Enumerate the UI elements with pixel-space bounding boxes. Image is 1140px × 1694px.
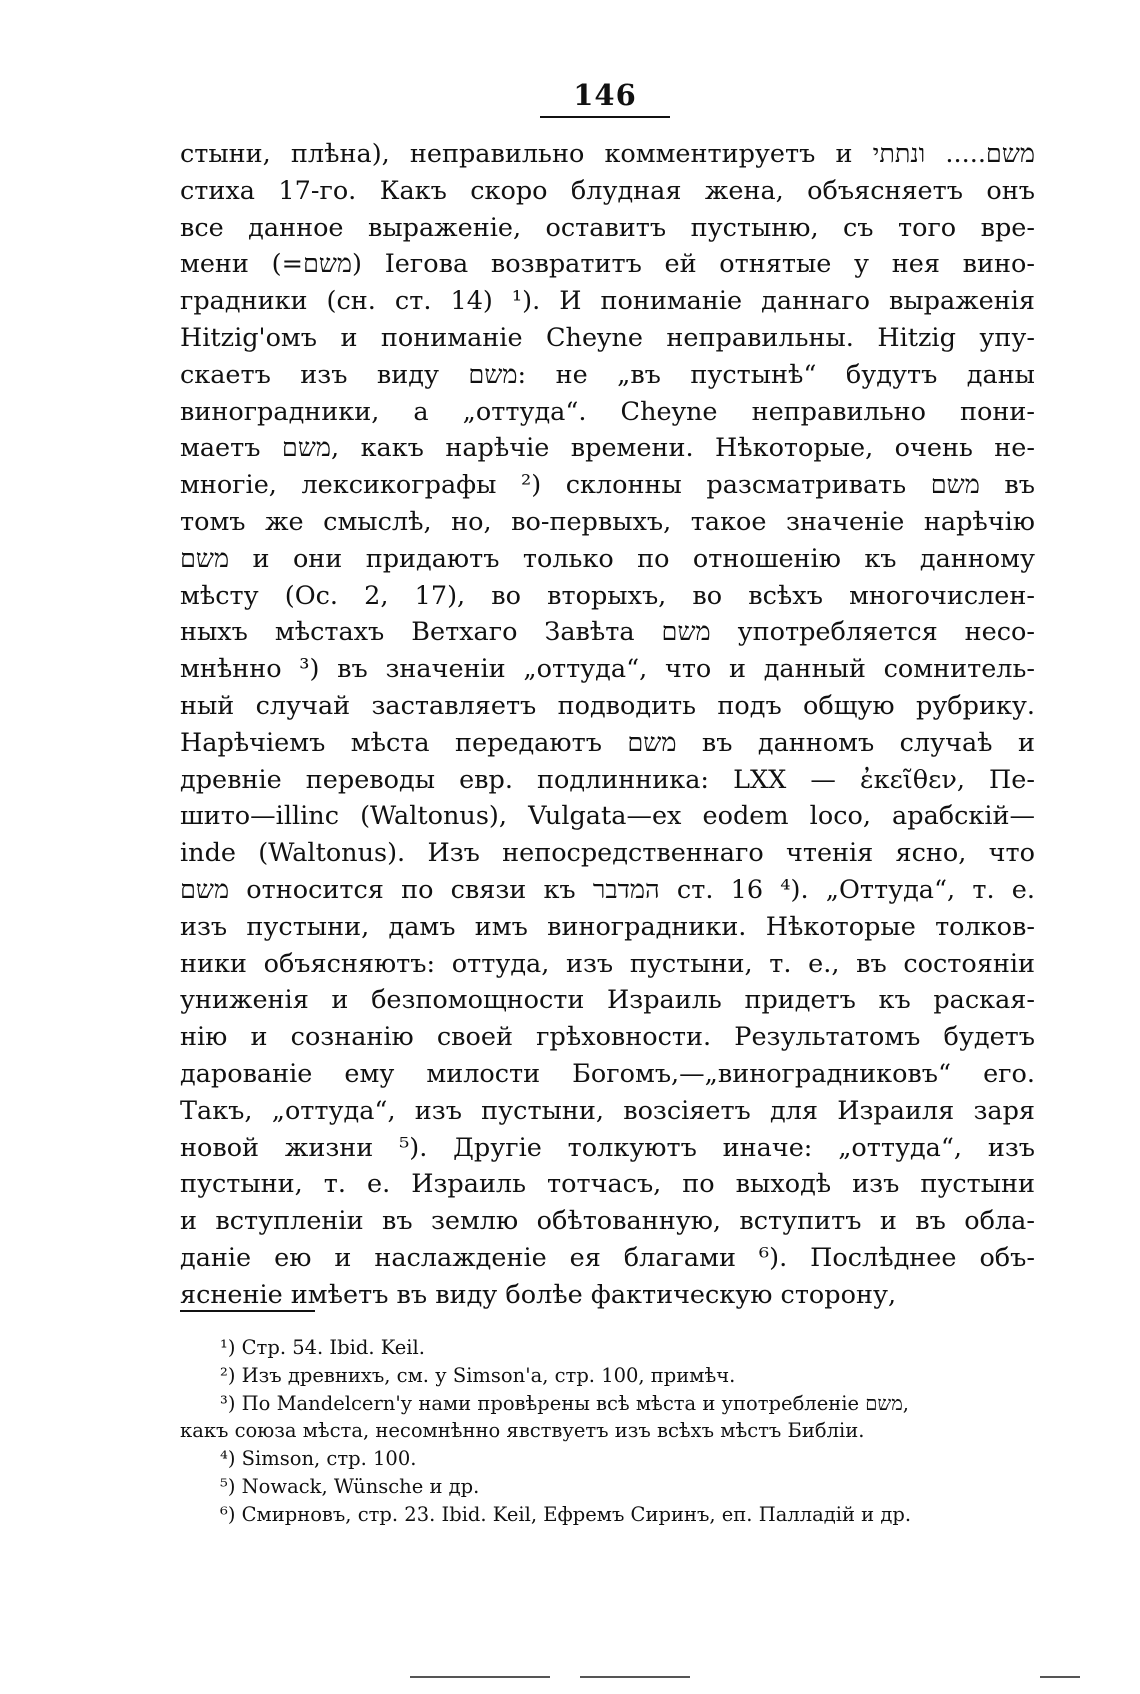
- text-line: новой жизни ⁵). Другіе толкуютъ иначе: „оттуда“, изъ: [180, 1132, 1035, 1163]
- page-number: 146: [573, 78, 637, 112]
- footnote-1: ¹) Стр. 54. Ibid. Keil.: [220, 1336, 425, 1359]
- page-number-underline: [540, 116, 670, 118]
- text-line: и вступленіи въ землю обѣтованную, вступитъ и въ обла-: [180, 1206, 1035, 1237]
- page-bottom-edge-marks: [0, 1676, 1140, 1680]
- body-text: [180, 136, 1035, 1314]
- text-line: משם относится по связи къ המדבר ст. 16 ⁴). „Оттуда“, т. е.: [180, 874, 1035, 905]
- text-line: градники (сн. ст. 14) ¹). И пониманіе даннаго выраженія: [180, 286, 1035, 317]
- text-line: даніе ею и наслажденіе ея благами ⁶). Послѣднее объ-: [180, 1242, 1035, 1273]
- footnote-5: ⁵) Nowack, Wünsche и др.: [220, 1474, 480, 1498]
- text-line: Нарѣчіемъ мѣста передаютъ משם въ данномъ случаѣ и: [180, 727, 1035, 758]
- text-line: пустыни, т. е. Израиль тотчасъ, по выходѣ изъ пустыни: [180, 1169, 1035, 1200]
- text-line: ныхъ мѣстахъ Ветхаго Завѣта משם употребляется несо-: [180, 617, 1035, 648]
- text-line: мени (=משם) Іегова возвратитъ ей отнятые у нея вино-: [180, 249, 1035, 280]
- footnote-6: ⁶) Смирновъ, стр. 23. Ibid. Keil, Ефремъ Сиринъ, еп. Палладій и др.: [220, 1502, 912, 1526]
- edge-mark: [1040, 1676, 1080, 1678]
- footnote-separator: [180, 1310, 315, 1312]
- edge-mark: [580, 1676, 690, 1678]
- text-line: униженія и безпомощности Израиль придетъ къ раская-: [180, 985, 1035, 1016]
- edge-mark: [410, 1676, 550, 1678]
- text-line: томъ же смыслѣ, но, во-первыхъ, такое значеніе нарѣчію: [180, 506, 1035, 537]
- text-line: все данное выраженіе, оставитъ пустыню, съ того вре-: [180, 212, 1035, 243]
- text-line: скаетъ изъ виду משם: не „въ пустынѣ“ будутъ даны: [180, 359, 1035, 390]
- footnote-2: ²) Изъ древнихъ, см. у Simson'а, стр. 100, примѣч.: [220, 1363, 736, 1387]
- footnote-4: ⁴) Simson, стр. 100.: [220, 1447, 417, 1471]
- text-line: дарованіе ему милости Богомъ,—„виноградниковъ“ его.: [180, 1058, 1035, 1089]
- text-line: ный случай заставляетъ подводить подъ общую рубрику.: [180, 690, 1035, 721]
- text-line: древніе переводы евр. подлинника: LXX — ἐκεῖθεν, Пе-: [180, 764, 1035, 795]
- text-line: ясненіе имѣетъ въ виду болѣе фактическую сторону,: [180, 1279, 897, 1310]
- footnote-3-continuation: какъ союза мѣста, несомнѣнно явствуетъ изъ всѣхъ мѣстъ Библіи.: [180, 1419, 865, 1443]
- text-line: маетъ משם, какъ нарѣчіе времени. Нѣкоторые, очень не-: [180, 433, 1035, 464]
- text-line: изъ пустыни, дамъ имъ виноградники. Нѣкоторые толков-: [180, 911, 1035, 942]
- text-line: стыни, плѣна), неправильно комментируетъ и משם..... ונתתי: [180, 139, 1035, 169]
- text-line: משם и они придаютъ только по отношенію къ данному: [180, 543, 1035, 574]
- text-line: шито—illinc (Waltonus), Vulgata—ex eodem loco, арабскій—: [180, 801, 1035, 832]
- text-line: мѣсту (Ос. 2, 17), во вторыхъ, во всѣхъ многочислен-: [180, 580, 1035, 611]
- text-line: нію и сознанію своей грѣховности. Результатомъ будетъ: [180, 1022, 1035, 1053]
- footnote-3: ³) По Mandelcern'у нами провѣрены всѣ мѣста и употребленіе משם,: [220, 1391, 909, 1415]
- text-line: Hitzig'омъ и пониманіе Cheyne неправильны. Hitzig упу-: [180, 322, 1035, 353]
- text-line: виноградники, а „оттуда“. Cheyne неправильно пони-: [180, 396, 1035, 427]
- text-line: inde (Waltonus). Изъ непосредственнаго чтенія ясно, что: [180, 838, 1035, 869]
- text-line: мнѣнно ³) въ значеніи „оттуда“, что и данный сомнитель-: [180, 654, 1035, 685]
- text-line: стиха 17-го. Какъ скоро блудная жена, объясняетъ онъ: [180, 175, 1035, 206]
- text-line: многіе, лексикографы ²) склонны разсматривать משם въ: [180, 470, 1035, 501]
- text-line: Такъ, „оттуда“, изъ пустыни, возсіяетъ для Израиля заря: [180, 1095, 1035, 1126]
- footnotes: [180, 1334, 1035, 1529]
- text-line: ники объясняютъ: оттуда, изъ пустыни, т. е., въ состояніи: [180, 948, 1035, 979]
